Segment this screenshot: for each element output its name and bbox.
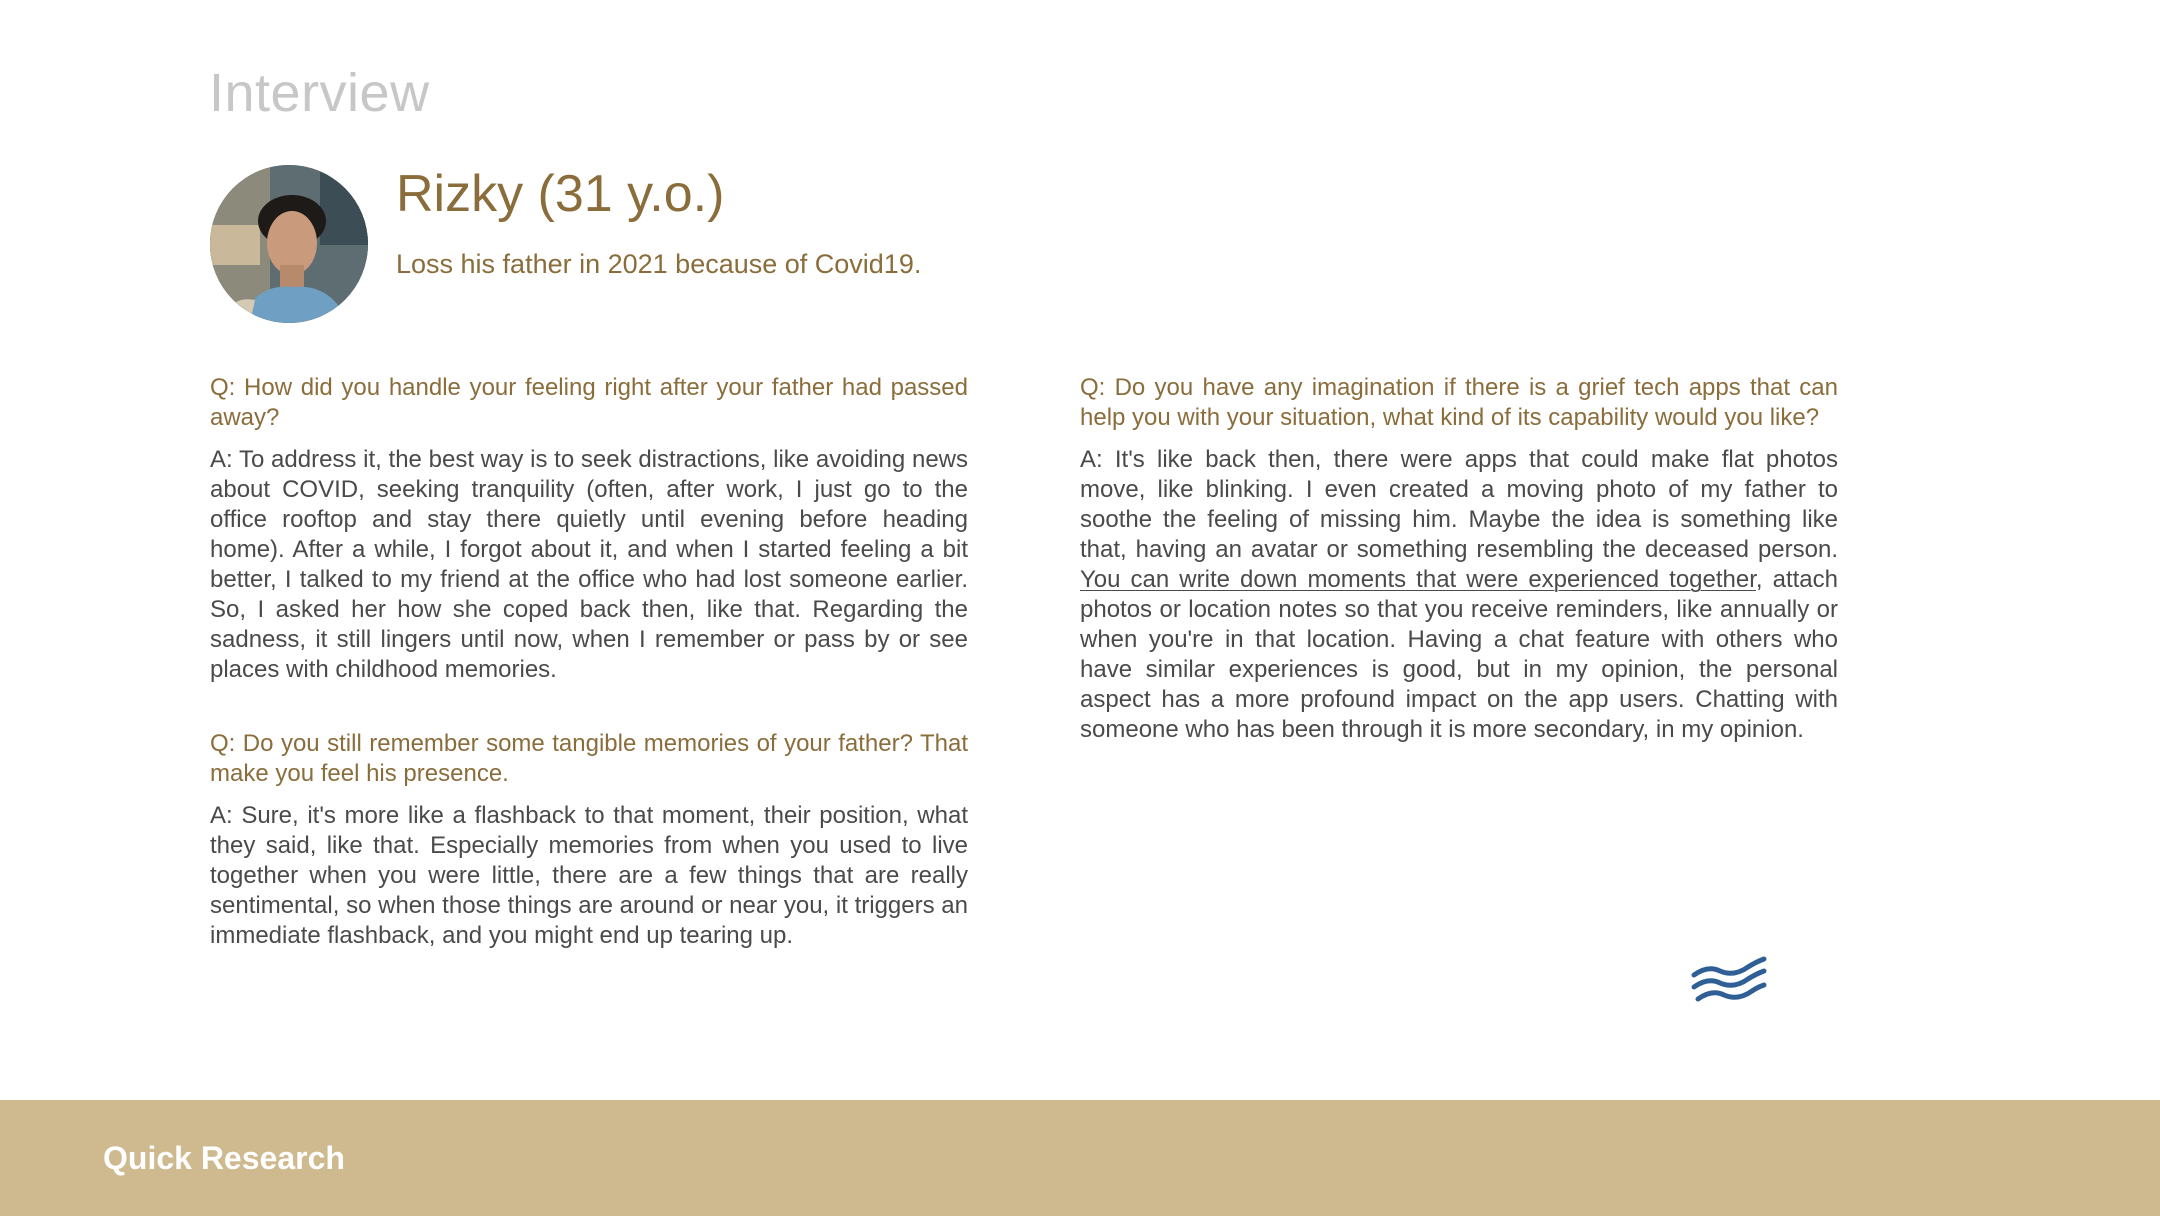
question-text: Q: Do you still remember some tangible memories of your father? That make you feel his presence. [210, 730, 968, 787]
qa-block [1080, 373, 1838, 745]
footer-title: Quick Research [103, 1140, 345, 1176]
question-text: Q: Do you have any imagination if there is a grief tech apps that can help you with your situation, what kind of its capability would you like? [1080, 374, 1838, 431]
footer-bar [0, 1100, 2160, 1216]
avatar-photo [210, 165, 368, 323]
profile-name: Rizky (31 y.o.) [396, 165, 725, 223]
answer-text: A: Sure, it's more like a flashback to that moment, their position, what they said, like that. Especially memories from when you used to live together when you were little, there are a few things that are really sentimental, so when those things are around or near you, it triggers an immediate flashback, and you might end up tearing up. [210, 802, 968, 949]
answer-text: A: To address it, the best way is to seek distractions, like avoiding news about COVID, seeking tranquility (often, after work, I just go to the office rooftop and stay there quietly until evening before heading home). After a while, I forgot about it, and when I started feeling a bit better, I talked to my friend at the office who had lost someone earlier. So, I asked her how she coped back then, like that. Regarding the sadness, it still lingers until now, when I remember or pass by or see places with childhood memories. [210, 446, 968, 683]
qa-block [210, 373, 968, 685]
answer-highlight: You can write down moments that were experienced together [1080, 566, 1756, 593]
qa-block [210, 729, 968, 951]
left-column [210, 373, 968, 995]
wave-logo-icon [1690, 955, 1770, 1005]
question-text: Q: How did you handle your feeling right after your father had passed away? [210, 374, 968, 431]
profile-description: Loss his father in 2021 because of Covid19. [396, 249, 922, 279]
answer-text-part: A: It's like back then, there were apps that could make flat photos move, like blinking. I even created a moving photo of my father to soothe the feeling of missing him. Maybe the idea is something like that, having an avatar or something resembling the deceased person. [1080, 446, 1838, 563]
answer-text [1080, 445, 1838, 745]
answer-text-part: , attach photos or location notes so that you receive reminders, like annually or when you're in that location. Having a chat feature with others who have similar experiences is good, but in my opinion, the personal aspect has a more profound impact on the app users. Chatting with someone who has been through it is more secondary, in my opinion. [1080, 566, 1838, 743]
right-column [1080, 373, 1838, 789]
section-label: Interview [209, 63, 430, 123]
avatar [210, 165, 368, 323]
